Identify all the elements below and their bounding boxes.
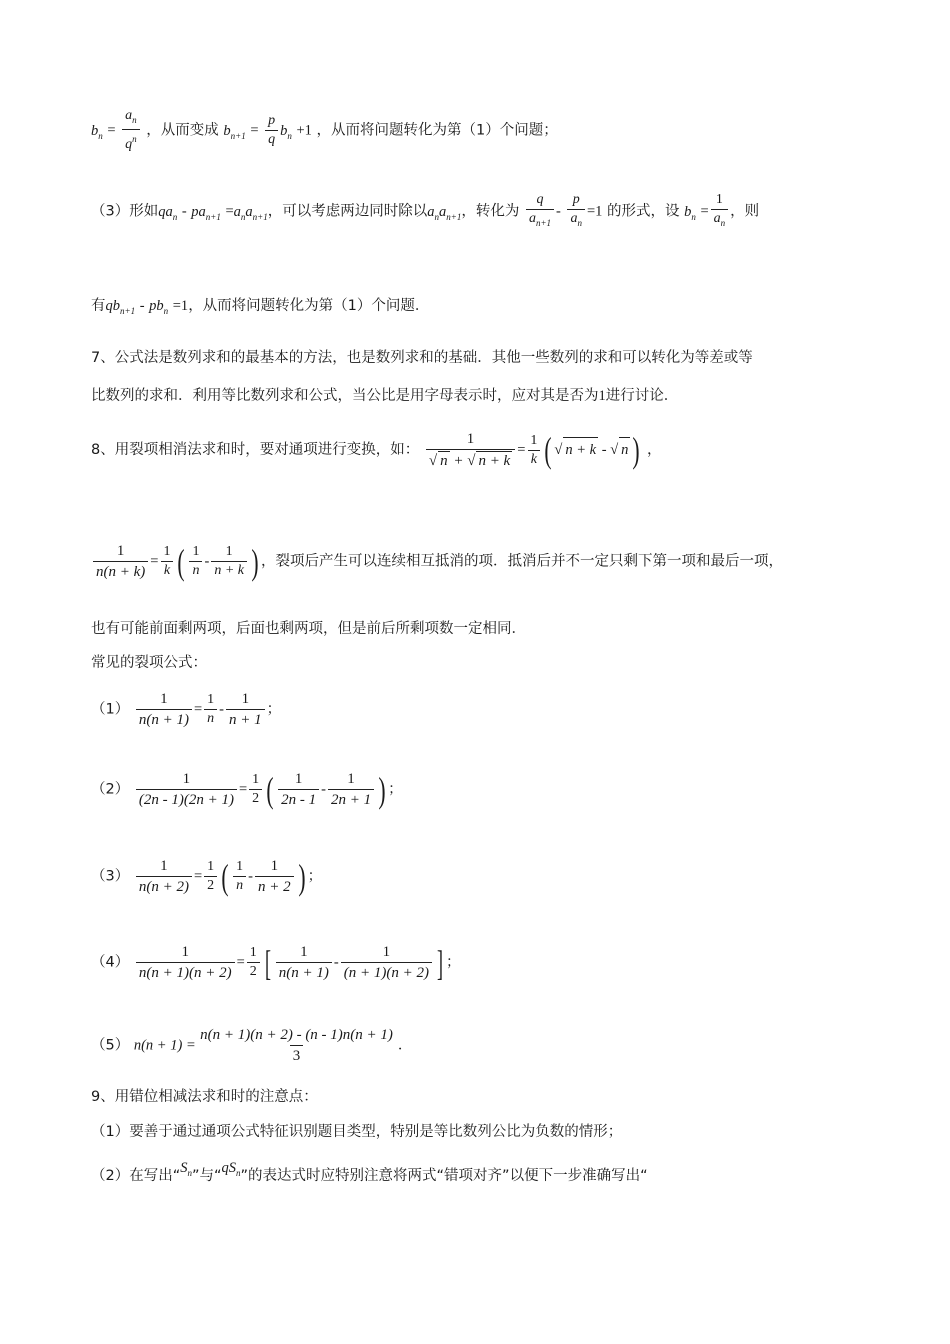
fraction-rationalize: $\frac{1}{√ n + √ n + k}$ — [426, 430, 515, 470]
f1-b: $\frac{1}{n + 1}$ — [226, 690, 265, 729]
f4-a: $\frac{1}{n(n + 1)}$ — [276, 943, 332, 982]
f3-a: $\frac{1}{n}$ — [233, 859, 246, 894]
formula-1: （1） $\frac{1}{n(n + 1)}$ = $\frac{1}{n}$ - $\frac{1}{n + 1}$ ； — [91, 691, 282, 728]
fraction-q-an1: $\frac{q}{a_{n+1}}$ — [526, 192, 554, 231]
f4-half: $\frac{1}{2}$ — [247, 945, 260, 980]
formula-5: （5） n(n + 1) = $\frac{n(n + 1)(n + 2) - (n - 1)n(n + 1)}{3}$ ． — [91, 1027, 413, 1064]
formula-4: （4） $\frac{1}{n(n + 1)(n + 2)}$ = $\frac{1}{2}$ [ $\frac{1}{n(n + 1)}$ - $\frac{1}{(n + 1)(n + 2)}$ ] ； — [91, 942, 461, 983]
fraction-p-an: $\frac{p}{a_n}$ — [567, 192, 585, 231]
f2-half: $\frac{1}{2}$ — [249, 772, 262, 807]
f2-b: $\frac{1}{2n + 1}$ — [328, 770, 374, 809]
f1-lhs: $\frac{1}{n(n + 1)}$ — [136, 690, 192, 729]
fraction-1-n: $\frac{1}{n}$ — [189, 544, 202, 579]
para-7-line2: 比数列的求和．利用等比数列求和公式，当公比是用字母表示时，应对其是否为1进行讨论． — [91, 388, 679, 404]
f2-a: $\frac{1}{2n - 1}$ — [278, 770, 319, 809]
formula-3: （3） $\frac{1}{n(n + 2)}$ = $\frac{1}{2}$ ( $\frac{1}{n}$ - $\frac{1}{n + 2}$ ) ； — [91, 856, 323, 897]
f1-a: $\frac{1}{n}$ — [204, 692, 217, 727]
fraction-p-q: $\frac{p}{q}$ — [265, 113, 278, 148]
f3-half: $\frac{1}{2}$ — [204, 859, 217, 894]
para-have: 有$qb_{n+1} - pb_n =1$，从而将问题转化为第（1）个问题． — [91, 298, 430, 316]
f4-b: $\frac{1}{(n + 1)(n + 2)}$ — [341, 943, 432, 982]
fraction-1-k: $\frac{1}{k}$ — [527, 433, 540, 468]
f3-b: $\frac{1}{n + 2}$ — [255, 857, 294, 896]
para-8-line2: $\frac{1}{n(n + k)}$ = $\frac{1}{k}$ ( $\frac{1}{n}$ - $\frac{1}{n + k}$ ) ，裂项后产生可以连续相互抵消的项．抵消后并不一定只剩下第一项和最后一项， — [91, 542, 860, 581]
fraction-1-an: $\frac{1}{a_n}$ — [711, 192, 729, 231]
para-8-line1: 8、用裂项相消法求和时，要对通项进行变换，如： $\frac{1}{√ n + √ n + k}$ = $\frac{1}{k}$ ( √ n + k - √ n ) ， — [91, 430, 662, 470]
para-case-3: （3）形如$qa_n - pa_{n+1} =a_na_{n+1}$，可以考虑两边同时除以$a_na_{n+1}$，转化为 $\frac{q}{a_{n+1}}$ - $\frac{p}{a_n}$ =1 的形式，设 $b_n$ = $\frac{1}{a_n}$ ，则 — [91, 192, 860, 231]
f4-lhs: $\frac{1}{n(n + 1)(n + 2)}$ — [136, 943, 235, 982]
f3-lhs: $\frac{1}{n(n + 2)}$ — [136, 857, 192, 896]
fraction-an-qn: $\frac{a_n}{q^n}$ — [122, 108, 140, 153]
para-7-line1: 7、公式法是数列求和的最基本的方法，也是数列求和的基础．其他一些数列的求和可以转化为等差或等 — [91, 350, 753, 366]
fraction-1-k-b: $\frac{1}{k}$ — [160, 544, 173, 579]
formula-2: （2） $\frac{1}{(2n - 1)(2n + 1)}$ = $\frac{1}{2}$ ( $\frac{1}{2n - 1}$ - $\frac{1}{2n + 1}$ ) ； — [91, 769, 403, 810]
para-9-item2: （2）在写出“$S_n$”与“$qS_n$”的表达式时应特别注意将两式“错项对齐”以便下一步准确写出“ — [91, 1160, 648, 1184]
f5-rhs: $\frac{n(n + 1)(n + 2) - (n - 1)n(n + 1)}{3}$ — [200, 1027, 393, 1064]
para-bn-transform: $b_n$ = $\frac{a_n}{q^n}$ ，从而变成 $b_{n+1}$ = $\frac{p}{q}$ $b_n +1$ ，从而将问题转化为第（1）个问题； — [91, 108, 558, 152]
f2-lhs: $\frac{1}{(2n - 1)(2n + 1)}$ — [136, 770, 237, 809]
para-9-title: 9、用错位相减法求和时的注意点： — [91, 1089, 318, 1105]
fraction-1-n-plus-k: $\frac{1}{n + k}$ — [211, 544, 247, 579]
fraction-1-nnk: $\frac{1}{n(n + k)}$ — [93, 542, 148, 581]
para-8-line4: 常见的裂项公式： — [91, 655, 207, 671]
para-9-item1: （1）要善于通过通项公式特征识别题目类型，特别是等比数列公比为负数的情形； — [91, 1124, 623, 1140]
para-8-line3: 也有可能前面剩两项，后面也剩两项，但是前后所剩项数一定相同． — [91, 621, 526, 637]
